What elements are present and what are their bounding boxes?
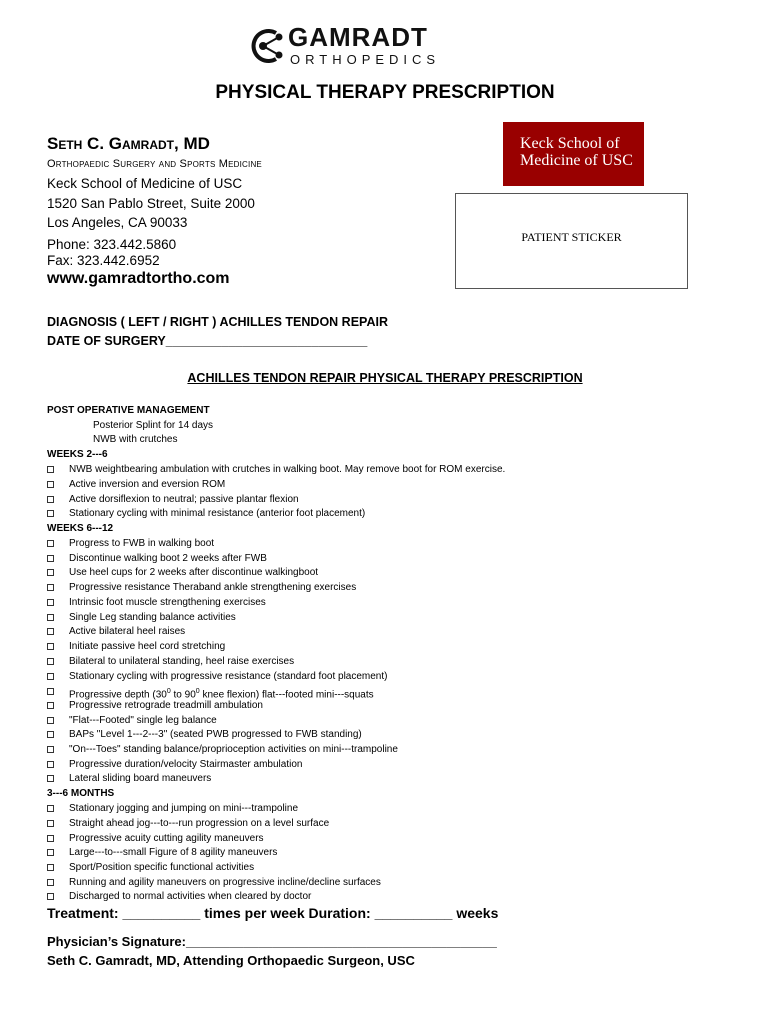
checkbox[interactable] <box>47 731 54 738</box>
degree-superscript: 0 <box>195 688 200 695</box>
checkbox[interactable] <box>47 673 54 680</box>
list-item: Progressive resistance Theraband ankle strengthening exercises <box>69 582 357 593</box>
checkbox[interactable] <box>47 864 54 871</box>
checkbox[interactable] <box>47 820 54 827</box>
section-title: ACHILLES TENDON REPAIR PHYSICAL THERAPY PRESCRIPTION <box>187 371 583 385</box>
checkbox[interactable] <box>47 893 54 900</box>
list-item: Progressive acuity cutting agility maneuvers <box>69 833 264 844</box>
document-title: PHYSICAL THERAPY PRESCRIPTION <box>215 82 555 103</box>
logo-sub-text: ORTHOPEDICS <box>290 52 441 67</box>
list-item: BAPs "Level 1---2---3" (seated PWB progressed to FWB standing) <box>69 729 362 740</box>
list-item: Stationary cycling with progressive resistance (standard foot placement) <box>69 671 388 682</box>
address-line-street: 1520 San Pablo Street, Suite 2000 <box>47 196 255 211</box>
patient-sticker-label: PATIENT STICKER <box>521 230 622 244</box>
depth-text-mid: to 90 <box>170 689 196 701</box>
postop-line: NWB with crutches <box>93 434 178 445</box>
list-item: Active bilateral heel raises <box>69 626 186 637</box>
diagnosis-line: DIAGNOSIS ( LEFT / RIGHT ) ACHILLES TENDON REPAIR <box>47 315 388 329</box>
checkbox[interactable] <box>47 628 54 635</box>
usc-logo-line-1: Keck School of <box>520 135 620 152</box>
checkbox[interactable] <box>47 481 54 488</box>
list-item: "Flat---Footed" single leg balance <box>69 715 217 726</box>
list-item: NWB weightbearing ambulation with crutches in walking boot. May remove boot for ROM exercise. <box>69 464 506 475</box>
checkbox[interactable] <box>47 555 54 562</box>
checkbox[interactable] <box>47 510 54 517</box>
doctor-specialty: Orthopaedic Surgery and Sports Medicine <box>47 158 262 170</box>
list-item: "On---Toes" standing balance/proprioception activities on mini---trampoline <box>69 744 398 755</box>
postop-heading: POST OPERATIVE MANAGEMENT <box>47 405 210 416</box>
checkbox[interactable] <box>47 658 54 665</box>
list-item: Discharged to normal activities when cleared by doctor <box>69 891 312 902</box>
list-item: Progress to FWB in walking boot <box>69 538 215 549</box>
checkbox[interactable] <box>47 496 54 503</box>
checkbox[interactable] <box>47 569 54 576</box>
list-item: Discontinue walking boot 2 weeks after FWB <box>69 553 267 564</box>
checkbox[interactable] <box>47 879 54 886</box>
logo-brand-text: GAMRADT <box>288 22 428 52</box>
address-line-institution: Keck School of Medicine of USC <box>47 176 243 191</box>
checkbox[interactable] <box>47 849 54 856</box>
checkbox[interactable] <box>47 599 54 606</box>
treatment-line[interactable]: Treatment: __________ times per week Duration: __________ weeks <box>47 905 499 921</box>
weeks-6-12-heading: WEEKS 6---12 <box>47 523 114 534</box>
list-item: Active inversion and eversion ROM <box>69 479 226 490</box>
checkbox[interactable] <box>47 805 54 812</box>
checkbox[interactable] <box>47 688 54 695</box>
molecule-c-icon <box>246 26 286 66</box>
list-item: Use heel cups for 2 weeks after discontinue walkingboot <box>69 567 319 578</box>
list-item: Single Leg standing balance activities <box>69 612 236 623</box>
list-item: Stationary cycling with minimal resistance (anterior foot placement) <box>69 508 366 519</box>
degree-superscript: 0 <box>166 688 171 695</box>
checkbox[interactable] <box>47 702 54 709</box>
list-item: Sport/Position specific functional activities <box>69 862 255 873</box>
list-item: Large---to---small Figure of 8 agility maneuvers <box>69 847 278 858</box>
list-item: Progressive duration/velocity Stairmaster ambulation <box>69 759 303 770</box>
checkbox[interactable] <box>47 614 54 621</box>
list-item: Lateral sliding board maneuvers <box>69 773 212 784</box>
list-item: Initiate passive heel cord stretching <box>69 641 226 652</box>
keck-usc-logo <box>503 122 644 186</box>
website-link[interactable]: www.gamradtortho.com <box>47 270 230 287</box>
list-item: Stationary jogging and jumping on mini---trampoline <box>69 803 299 814</box>
checkbox[interactable] <box>47 835 54 842</box>
depth-text-start: Progressive depth (30 <box>69 689 167 701</box>
checkbox[interactable] <box>47 761 54 768</box>
gamradt-logo <box>246 22 446 68</box>
phone-number: Phone: 323.442.5860 <box>47 237 177 252</box>
list-item: Intrinsic foot muscle strengthening exercises <box>69 597 266 608</box>
address-line-city: Los Angeles, CA 90033 <box>47 215 188 230</box>
list-item: Straight ahead jog---to---run progression on a level surface <box>69 818 330 829</box>
list-item: Running and agility maneuvers on progressive incline/decline surfaces <box>69 877 381 888</box>
depth-text-end: knee flexion) flat---footed mini---squats <box>199 689 374 701</box>
checkbox[interactable] <box>47 466 54 473</box>
usc-logo-line-2: Medicine of USC <box>520 152 633 169</box>
list-item: Active dorsiflexion to neutral; passive plantar flexion <box>69 494 299 505</box>
doctor-name: Seth C. Gamradt, MD <box>47 134 210 153</box>
physician-signature-line[interactable]: Physician’s Signature:___________________________________________ <box>47 934 497 949</box>
weeks-2-6-heading: WEEKS 2---6 <box>47 449 108 460</box>
checkbox[interactable] <box>47 775 54 782</box>
list-item: Progressive retrograde treadmill ambulation <box>69 700 263 711</box>
checkbox[interactable] <box>47 584 54 591</box>
fax-number: Fax: 323.442.6952 <box>47 253 160 268</box>
checkbox[interactable] <box>47 746 54 753</box>
checkbox[interactable] <box>47 717 54 724</box>
checkbox[interactable] <box>47 643 54 650</box>
months-3-6-heading: 3---6 MONTHS <box>47 788 115 799</box>
postop-line: Posterior Splint for 14 days <box>93 420 214 431</box>
list-item: Bilateral to unilateral standing, heel raise exercises <box>69 656 295 667</box>
patient-sticker-box <box>455 193 688 289</box>
checkbox[interactable] <box>47 540 54 547</box>
attending-surgeon-line: Seth C. Gamradt, MD, Attending Orthopaedic Surgeon, USC <box>47 953 415 968</box>
date-of-surgery-line: DATE OF SURGERY_____________________________ <box>47 334 368 348</box>
